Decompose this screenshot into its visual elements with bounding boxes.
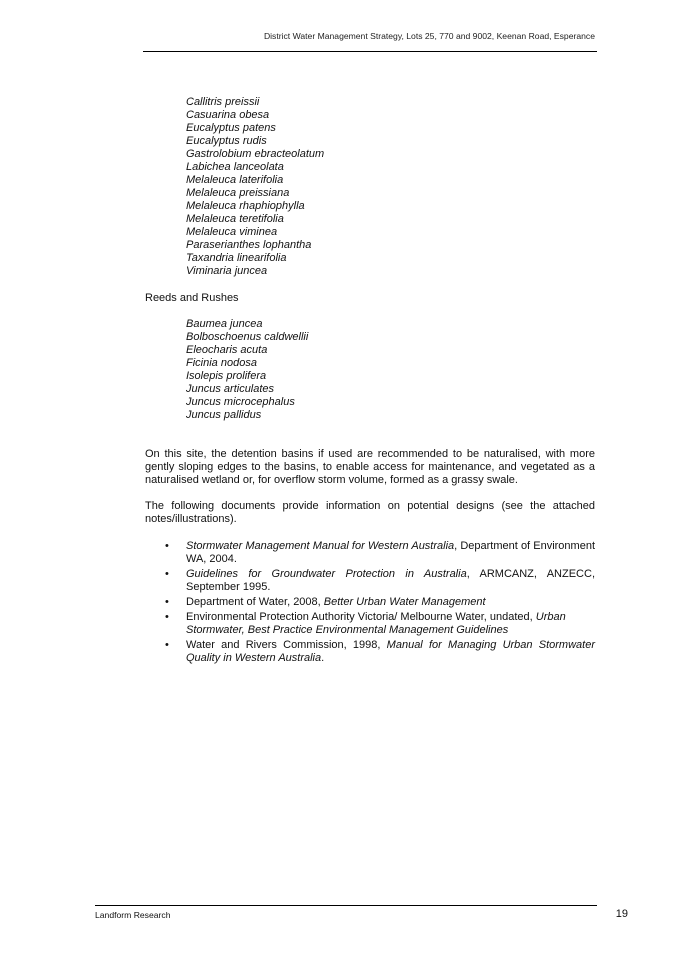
list-item: Melaleuca laterifolia bbox=[186, 174, 284, 186]
list-item: Melaleuca rhaphiophylla bbox=[186, 200, 305, 212]
list-item: Juncus pallidus bbox=[186, 409, 262, 421]
tree-species-list bbox=[186, 96, 324, 278]
reference-details: Water and Rivers Commission, 1998, bbox=[186, 639, 387, 651]
reed-species-list bbox=[186, 318, 308, 422]
bullet-icon: • bbox=[165, 611, 169, 623]
reference-details: Environmental Protection Authority Victoria/ Melbourne Water, undated, bbox=[186, 611, 536, 623]
footer-divider bbox=[95, 905, 597, 906]
reference-title: Urban Stormwater, Best Practice Environmental Management Guidelines bbox=[186, 611, 566, 636]
reference-details: . bbox=[321, 652, 325, 664]
list-item: Eucalyptus rudis bbox=[186, 135, 267, 147]
list-item: Eucalyptus patens bbox=[186, 122, 276, 134]
list-item: Isolepis prolifera bbox=[186, 370, 267, 382]
bullet-icon: • bbox=[165, 639, 169, 651]
body-paragraph: On this site, the detention basins if used are recommended to be naturalised, with more gently sloping edges to the basins, to enable access for maintenance, and vegetated as a naturalised wetland or, for overflow storm volume, formed as a grassy swale. bbox=[145, 448, 595, 486]
footer-company: Landform Research bbox=[95, 910, 171, 920]
list-item: Gastrolobium ebracteolatum bbox=[186, 148, 325, 160]
reference-list bbox=[165, 540, 595, 667]
bullet-icon: • bbox=[165, 596, 169, 608]
list-item: Juncus articulates bbox=[186, 383, 275, 395]
reference-details: Department of Water, 2008, bbox=[186, 596, 324, 608]
body-paragraph: The following documents provide information on potential designs (see the attached notes/illustrations). bbox=[145, 500, 595, 525]
list-item: Melaleuca viminea bbox=[186, 226, 278, 238]
list-item: Taxandria linearifolia bbox=[186, 252, 287, 264]
list-item: Casuarina obesa bbox=[186, 109, 270, 121]
reference-title: Guidelines for Groundwater Protection in Australia bbox=[186, 568, 467, 580]
header-title: District Water Management Strategy, Lots 25, 770 and 9002, Keenan Road, Esperance bbox=[263, 31, 595, 41]
section-heading: Reeds and Rushes bbox=[145, 292, 239, 304]
reference-item bbox=[165, 611, 595, 637]
bullet-icon: • bbox=[165, 540, 169, 552]
bullet-icon: • bbox=[165, 568, 169, 580]
list-item: Baumea juncea bbox=[186, 318, 263, 330]
reference-details: , Department of Environment WA, 2004. bbox=[186, 540, 595, 565]
list-item: Eleocharis acuta bbox=[186, 344, 268, 356]
list-item: Melaleuca preissiana bbox=[186, 187, 290, 199]
list-item: Juncus microcephalus bbox=[186, 396, 295, 408]
list-item: Melaleuca teretifolia bbox=[186, 213, 284, 225]
reference-title: Manual for Managing Urban Stormwater Quality in Western Australia bbox=[186, 639, 595, 664]
reference-item bbox=[165, 596, 595, 609]
reference-item bbox=[165, 639, 595, 665]
list-item: Ficinia nodosa bbox=[186, 357, 257, 369]
header-divider bbox=[143, 51, 597, 52]
reference-title: Stormwater Management Manual for Western Australia bbox=[186, 540, 455, 552]
reference-item bbox=[165, 568, 595, 594]
list-item: Viminaria juncea bbox=[186, 265, 268, 277]
page-number: 19 bbox=[615, 908, 628, 920]
reference-details: , ARMCANZ, ANZECC, September 1995. bbox=[186, 568, 595, 593]
list-item: Paraserianthes lophantha bbox=[186, 239, 312, 251]
list-item: Callitris preissii bbox=[186, 96, 260, 108]
reference-title: Better Urban Water Management bbox=[323, 596, 486, 608]
list-item: Bolboschoenus caldwellii bbox=[186, 331, 309, 343]
reference-item bbox=[165, 540, 595, 566]
list-item: Labichea lanceolata bbox=[186, 161, 284, 173]
